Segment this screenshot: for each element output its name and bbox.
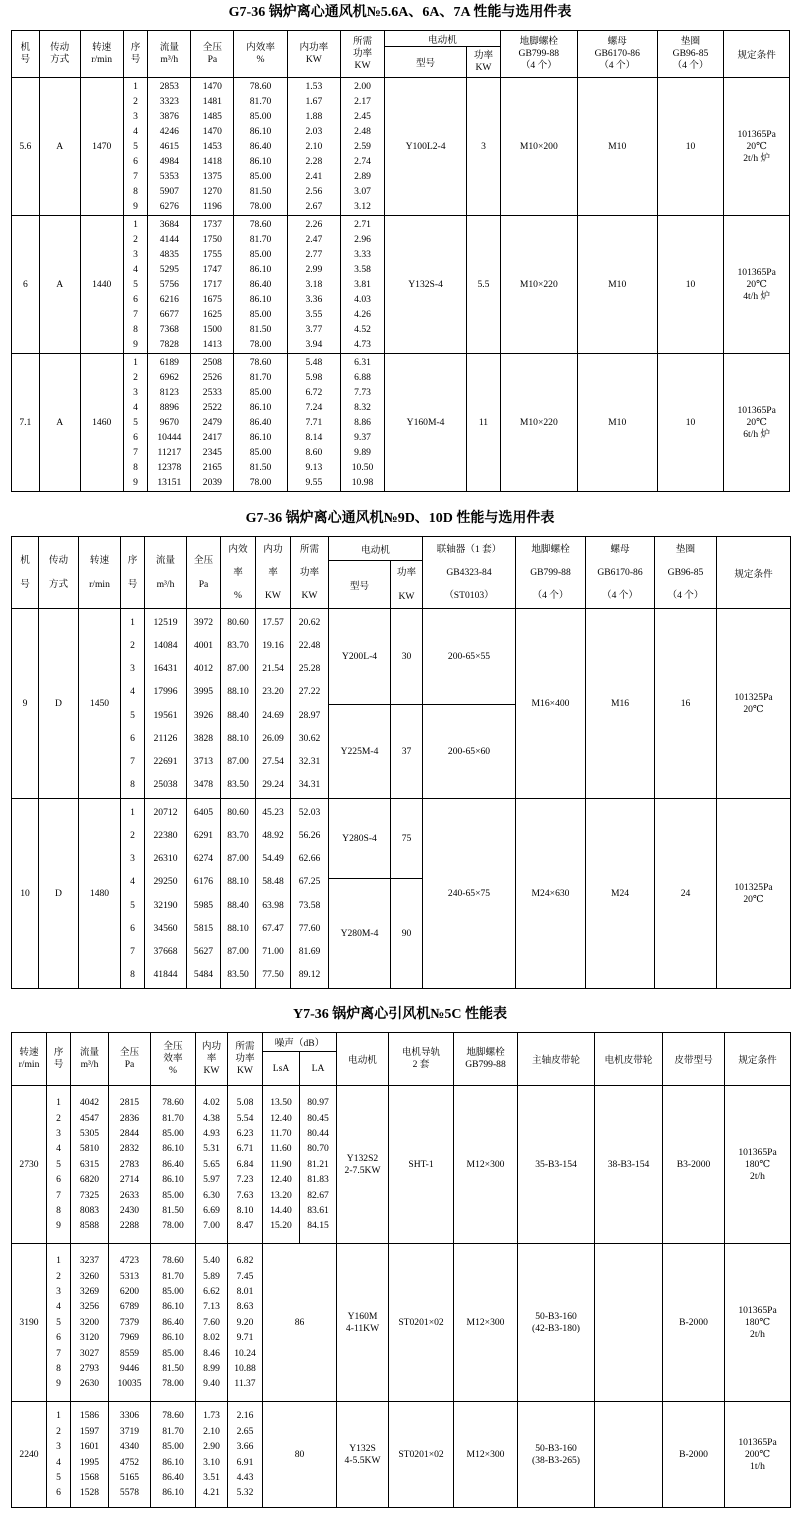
seq-list: 1 2 3 4 5 6 7 8 9	[123, 354, 148, 492]
power-list: 17.57 19.16 21.54 23.20 24.69 26.09 27.54 29.24	[256, 609, 291, 799]
power-list: 1.73 2.10 2.90 3.10 3.51 4.21	[196, 1402, 228, 1508]
table2-title: G7-36 锅炉离心通风机№9D、10D 性能与选用件表	[245, 511, 555, 526]
motor-model: Y132S-4	[385, 216, 467, 354]
motor-power: 5.5	[467, 216, 501, 354]
motor-power: 75	[391, 799, 423, 879]
flow-list: 3684 4144 4835 5295 5756 6216 6677 7368 7828	[148, 216, 191, 354]
main-pulley: 35-B3-154	[518, 1086, 595, 1244]
seq-list: 1 2 3 4 5 6 7 8 9	[47, 1086, 71, 1244]
bolt: M24×630	[516, 799, 586, 989]
conditions: 101325Pa 20℃	[717, 799, 791, 989]
noise-value: 80	[263, 1402, 337, 1508]
h3-speed: 转速 r/min	[12, 1033, 47, 1086]
efficiency-list: 78.60 81.70 85.00 86.10 86.40 86.10 85.00 81.50 78.00	[234, 354, 287, 492]
main-pulley: 50-B3-160 (38-B3-265)	[518, 1402, 595, 1508]
table-row	[12, 78, 790, 216]
speed: 1440	[80, 216, 123, 354]
h2-pressure: 全压 Pa	[187, 537, 221, 609]
bolt: M10×220	[500, 216, 577, 354]
h2-eff: 内效 率 %	[221, 537, 256, 609]
washer: 10	[657, 354, 724, 492]
flow-list: 2853 3323 3876 4246 4615 4984 5353 5907 6276	[148, 78, 191, 216]
table3-title: Y7-36 锅炉离心引风机№5C 性能表	[293, 1007, 507, 1022]
nut: M24	[586, 799, 655, 989]
noise-la-list: 80.97 80.45 80.44 80.70 81.21 81.83 82.67 83.61 84.15	[300, 1086, 337, 1244]
conditions: 101325Pa 20℃	[717, 609, 791, 799]
h-seq: 序 号	[123, 31, 148, 78]
seq-list: 1 2 3 4 5 6	[47, 1402, 71, 1508]
pressure-list: 2815 2836 2844 2832 2783 2714 2633 2430 2288	[109, 1086, 151, 1244]
bolt: M12×300	[454, 1086, 518, 1244]
conditions: 101365Pa 20℃ 4t/h 炉	[724, 216, 790, 354]
required-power-list: 6.31 6.88 7.73 8.32 8.86 9.37 9.89 10.50 10.98	[341, 354, 385, 492]
h2-motor-model: 型号	[329, 561, 391, 609]
h3-rail: 电机导轨 2 套	[389, 1033, 454, 1086]
motor: Y132S2 2-7.5KW	[337, 1086, 389, 1244]
motor-model: Y280M-4	[329, 879, 391, 989]
h3-flow: 流量 m³/h	[71, 1033, 109, 1086]
nut: M10	[577, 354, 657, 492]
washer: 24	[655, 799, 717, 989]
motor-pulley: 38-B3-154	[595, 1086, 663, 1244]
h2-speed: 转速 r/min	[79, 537, 121, 609]
conditions: 101365Pa 20℃ 2t/h 炉	[724, 78, 790, 216]
pressure-list: 1470 1481 1485 1470 1453 1418 1375 1270 1196	[191, 78, 234, 216]
table3	[11, 1032, 791, 1508]
h-motor-model: 型号	[385, 47, 467, 78]
power-list: 2.26 2.47 2.77 2.99 3.18 3.36 3.55 3.77 3.94	[287, 216, 340, 354]
table-row	[12, 354, 790, 492]
pressure-list: 1737 1750 1755 1747 1717 1675 1625 1500 1413	[191, 216, 234, 354]
seq-list: 1 2 3 4 5 6 7 8 9	[47, 1244, 71, 1402]
h2-cond: 规定条件	[717, 537, 791, 609]
efficiency-list: 78.60 81.70 85.00 86.10 86.40 86.10 85.00 81.50 78.00	[151, 1086, 196, 1244]
h3-pressure: 全压 Pa	[109, 1033, 151, 1086]
drive-mode: A	[39, 216, 80, 354]
speed: 1480	[79, 799, 121, 989]
h3-belt: 皮带型号	[663, 1033, 725, 1086]
h-cond: 规定条件	[724, 31, 790, 78]
table-row	[12, 216, 790, 354]
conditions: 101365Pa 180℃ 2t/h	[725, 1086, 791, 1244]
speed: 3190	[12, 1244, 47, 1402]
fan-no: 6	[12, 216, 40, 354]
belt-model: B3-2000	[663, 1086, 725, 1244]
table-row	[12, 1402, 791, 1508]
washer: 16	[655, 609, 717, 799]
pressure-list: 4723 5313 6200 6789 7379 7969 8559 9446 10035	[109, 1244, 151, 1402]
h-pressure: 全压 Pa	[191, 31, 234, 78]
eff-list: 80.60 83.70 87.00 88.10 88.40 88.10 87.00 83.50	[221, 609, 256, 799]
washer: 10	[657, 216, 724, 354]
h2-drive: 传动 方式	[39, 537, 79, 609]
h-eff: 内效率 %	[234, 31, 287, 78]
req-list: 20.62 22.48 25.28 27.22 28.97 30.62 32.31 34.31	[291, 609, 329, 799]
h2-nut: 螺母 GB6170-86 （4 个）	[586, 537, 655, 609]
h2-flow: 流量 m³/h	[145, 537, 187, 609]
h-flow: 流量 m³/h	[148, 31, 191, 78]
h2-seq: 序 号	[121, 537, 145, 609]
h3-la: LA	[300, 1052, 337, 1086]
drive-mode: A	[39, 354, 80, 492]
nut: M10	[577, 216, 657, 354]
drive-mode: D	[39, 609, 79, 799]
motor: Y160M 4-11KW	[337, 1244, 389, 1402]
h3-req: 所需 功率 KW	[228, 1033, 263, 1086]
h3-main-pulley: 主轴皮带轮	[518, 1033, 595, 1086]
h3-cond: 规定条件	[725, 1033, 791, 1086]
power-list: 4.02 4.38 4.93 5.31 5.65 5.97 6.30 6.69 7.00	[196, 1086, 228, 1244]
fan-no: 5.6	[12, 78, 40, 216]
drive-mode: A	[39, 78, 80, 216]
h3-bolt: 地脚螺栓 GB799-88	[454, 1033, 518, 1086]
table1-body	[12, 78, 790, 492]
pressure-list: 6405 6291 6274 6176 5985 5815 5627 5484	[187, 799, 221, 989]
speed: 2240	[12, 1402, 47, 1508]
efficiency-list: 78.60 81.70 85.00 86.10 86.40 86.10 85.00 81.50 78.00	[151, 1244, 196, 1402]
h2-bolt: 地脚螺栓 GB799-88 （4 个）	[516, 537, 586, 609]
power-list: 5.40 5.89 6.62 7.13 7.60 8.02 8.46 8.99 9.40	[196, 1244, 228, 1402]
h2-power: 内功 率 KW	[256, 537, 291, 609]
main-pulley: 50-B3-160 (42-B3-180)	[518, 1244, 595, 1402]
required-power-list: 2.71 2.96 3.33 3.58 3.81 4.03 4.26 4.52 4.73	[341, 216, 385, 354]
h3-eff: 全压 效率 %	[151, 1033, 196, 1086]
speed: 1450	[79, 609, 121, 799]
motor-model: Y100L2-4	[385, 78, 467, 216]
table-row	[12, 799, 791, 879]
table2	[11, 536, 791, 989]
noise-value: 86	[263, 1244, 337, 1402]
h3-motor-pulley: 电机皮带轮	[595, 1033, 663, 1086]
fan-no: 7.1	[12, 354, 40, 492]
motor-pulley	[595, 1244, 663, 1402]
drive-mode: D	[39, 799, 79, 989]
motor-model: Y160M-4	[385, 354, 467, 492]
h2-no: 机 号	[12, 537, 39, 609]
motor-pulley	[595, 1402, 663, 1508]
h-motor: 电动机	[385, 31, 501, 47]
table3-body	[12, 1086, 791, 1508]
bolt: M10×200	[500, 78, 577, 216]
flow-list: 4042 4547 5305 5810 6315 6820 7325 8083 8588	[71, 1086, 109, 1244]
nut: M16	[586, 609, 655, 799]
bolt: M16×400	[516, 609, 586, 799]
eff-list: 80.60 83.70 87.00 88.10 88.40 88.10 87.00 83.50	[221, 799, 256, 989]
table-row	[12, 1244, 791, 1402]
pressure-list: 3972 4001 4012 3995 3926 3828 3713 3478	[187, 609, 221, 799]
table-row	[12, 609, 791, 705]
h2-req: 所需 功率 KW	[291, 537, 329, 609]
seq-list: 1 2 3 4 5 6 7 8	[121, 609, 145, 799]
fan-no: 10	[12, 799, 39, 989]
bolt: M10×220	[500, 354, 577, 492]
required-power-list: 2.16 2.65 3.66 6.91 4.43 5.32	[228, 1402, 263, 1508]
motor-power: 11	[467, 354, 501, 492]
h-req: 所需 功率 KW	[341, 31, 385, 78]
h2-motor: 电动机	[329, 537, 423, 561]
required-power-list: 6.82 7.45 8.01 8.63 9.20 9.71 10.24 10.88 11.37	[228, 1244, 263, 1402]
h2-motor-power: 功率 KW	[391, 561, 423, 609]
motor-model: Y225M-4	[329, 705, 391, 799]
h-no: 机 号	[12, 31, 40, 78]
power-list: 1.53 1.67 1.88 2.03 2.10 2.28 2.41 2.56 2.67	[287, 78, 340, 216]
h-washer: 垫圈 GB96-85 （4 个）	[657, 31, 724, 78]
pressure-list: 3306 3719 4340 4752 5165 5578	[109, 1402, 151, 1508]
table1-title: G7-36 锅炉离心通风机№5.6A、6A、7A 性能与选用件表	[228, 5, 572, 20]
seq-list: 1 2 3 4 5 6 7 8 9	[123, 78, 148, 216]
coupling: 240-65×75	[423, 799, 516, 989]
belt-model: B-2000	[663, 1244, 725, 1402]
table-row	[12, 1086, 791, 1244]
h-bolt: 地脚螺栓 GB799-88 （4 个）	[500, 31, 577, 78]
efficiency-list: 78.60 81.70 85.00 86.10 86.40 86.10	[151, 1402, 196, 1508]
h-speed: 转速 r/min	[80, 31, 123, 78]
h-power: 内功率 KW	[287, 31, 340, 78]
speed: 1460	[80, 354, 123, 492]
seq-list: 1 2 3 4 5 6 7 8	[121, 799, 145, 989]
h3-seq: 序 号	[47, 1033, 71, 1086]
power-list: 5.48 5.98 6.72 7.24 7.71 8.14 8.60 9.13 9.55	[287, 354, 340, 492]
motor-power: 37	[391, 705, 423, 799]
motor: Y132S 4-5.5KW	[337, 1402, 389, 1508]
motor-rail: ST0201×02	[389, 1244, 454, 1402]
flow-list: 12519 14084 16431 17996 19561 21126 22691 25038	[145, 609, 187, 799]
h-motor-power: 功率 KW	[467, 47, 501, 78]
bolt: M12×300	[454, 1402, 518, 1508]
speed: 2730	[12, 1086, 47, 1244]
h3-power: 内功 率 KW	[196, 1033, 228, 1086]
flow-list: 6189 6962 8123 8896 9670 10444 11217 12378 13151	[148, 354, 191, 492]
h-drive: 传动 方式	[39, 31, 80, 78]
nut: M10	[577, 78, 657, 216]
coupling: 200-65×55	[423, 609, 516, 705]
noise-lsa-list: 13.50 12.40 11.70 11.60 11.90 12.40 13.20 14.40 15.20	[263, 1086, 300, 1244]
flow-list: 20712 22380 26310 29250 32190 34560 37668 41844	[145, 799, 187, 989]
required-power-list: 5.08 5.54 6.23 6.71 6.84 7.23 7.63 8.10 8.47	[228, 1086, 263, 1244]
bolt: M12×300	[454, 1244, 518, 1402]
coupling: 200-65×60	[423, 705, 516, 799]
h2-coupling: 联轴器（1 套） GB4323-84 （ST0103）	[423, 537, 516, 609]
required-power-list: 2.00 2.17 2.45 2.48 2.59 2.74 2.89 3.07 3.12	[341, 78, 385, 216]
washer: 10	[657, 78, 724, 216]
motor-rail: ST0201×02	[389, 1402, 454, 1508]
efficiency-list: 78.60 81.70 85.00 86.10 86.40 86.10 85.00 81.50 78.00	[234, 78, 287, 216]
motor-power: 30	[391, 609, 423, 705]
seq-list: 1 2 3 4 5 6 7 8 9	[123, 216, 148, 354]
fan-no: 9	[12, 609, 39, 799]
motor-rail: SHT-1	[389, 1086, 454, 1244]
h3-motor: 电动机	[337, 1033, 389, 1086]
conditions: 101365Pa 20℃ 6t/h 炉	[724, 354, 790, 492]
motor-model: Y200L-4	[329, 609, 391, 705]
h2-washer: 垫圈 GB96-85 （4 个）	[655, 537, 717, 609]
h3-noise: 噪声（dB）	[263, 1033, 337, 1052]
efficiency-list: 78.60 81.70 85.00 86.10 86.40 86.10 85.00 81.50 78.00	[234, 216, 287, 354]
belt-model: B-2000	[663, 1402, 725, 1508]
table2-body	[12, 609, 791, 989]
pressure-list: 2508 2526 2533 2522 2479 2417 2345 2165 2039	[191, 354, 234, 492]
speed: 1470	[80, 78, 123, 216]
power-list: 45.23 48.92 54.49 58.48 63.98 67.47 71.00 77.50	[256, 799, 291, 989]
motor-power: 3	[467, 78, 501, 216]
table1	[11, 30, 790, 492]
conditions: 101365Pa 180℃ 2t/h	[725, 1244, 791, 1402]
motor-model: Y280S-4	[329, 799, 391, 879]
h3-lsa: LsA	[263, 1052, 300, 1086]
conditions: 101365Pa 200℃ 1t/h	[725, 1402, 791, 1508]
req-list: 52.03 56.26 62.66 67.25 73.58 77.60 81.69 89.12	[291, 799, 329, 989]
h-nut: 螺母 GB6170-86 （4 个）	[577, 31, 657, 78]
flow-list: 3237 3260 3269 3256 3200 3120 3027 2793 2630	[71, 1244, 109, 1402]
flow-list: 1586 1597 1601 1995 1568 1528	[71, 1402, 109, 1508]
motor-power: 90	[391, 879, 423, 989]
